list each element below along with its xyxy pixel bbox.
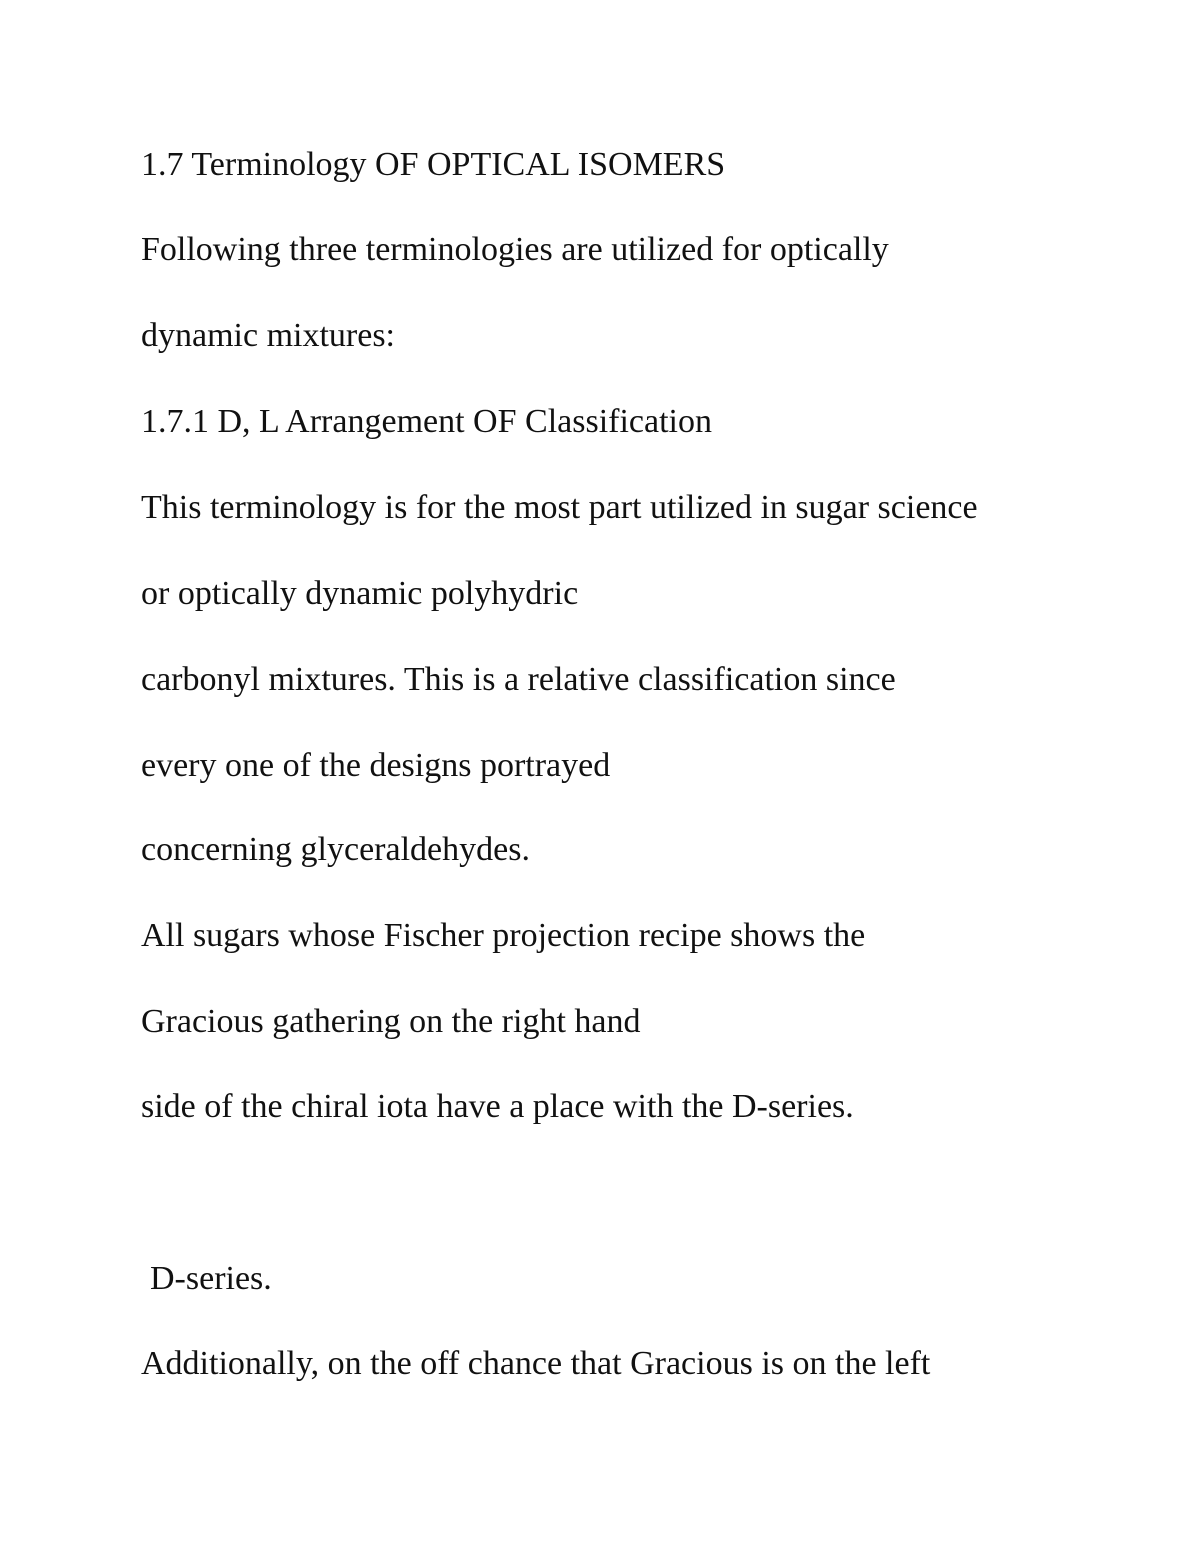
paragraph-1-line-4: every one of the designs portrayed: [141, 747, 611, 784]
paragraph-1-line-1: This terminology is for the most part utilized in sugar science: [141, 489, 978, 526]
intro-line-2: dynamic mixtures:: [141, 317, 396, 354]
paragraph-1-line-5: concerning glyceraldehydes.: [141, 831, 530, 868]
paragraph-2-line-2: Gracious gathering on the right hand: [141, 1003, 641, 1040]
paragraph-2-line-1: All sugars whose Fischer projection recipe shows the: [141, 917, 866, 954]
figure-caption: D-series.: [150, 1260, 272, 1297]
paragraph-2-line-3: side of the chiral iota have a place with the D-series.: [141, 1088, 854, 1125]
paragraph-3-line-1: Additionally, on the off chance that Gracious is on the left: [141, 1345, 931, 1382]
section-heading: 1.7 Terminology OF OPTICAL ISOMERS: [141, 146, 726, 183]
subsection-heading: 1.7.1 D, L Arrangement OF Classification: [141, 403, 712, 440]
paragraph-1-line-2: or optically dynamic polyhydric: [141, 575, 579, 612]
paragraph-1-line-3: carbonyl mixtures. This is a relative classification since: [141, 661, 896, 698]
intro-line-1: Following three terminologies are utilized for optically: [141, 231, 889, 268]
